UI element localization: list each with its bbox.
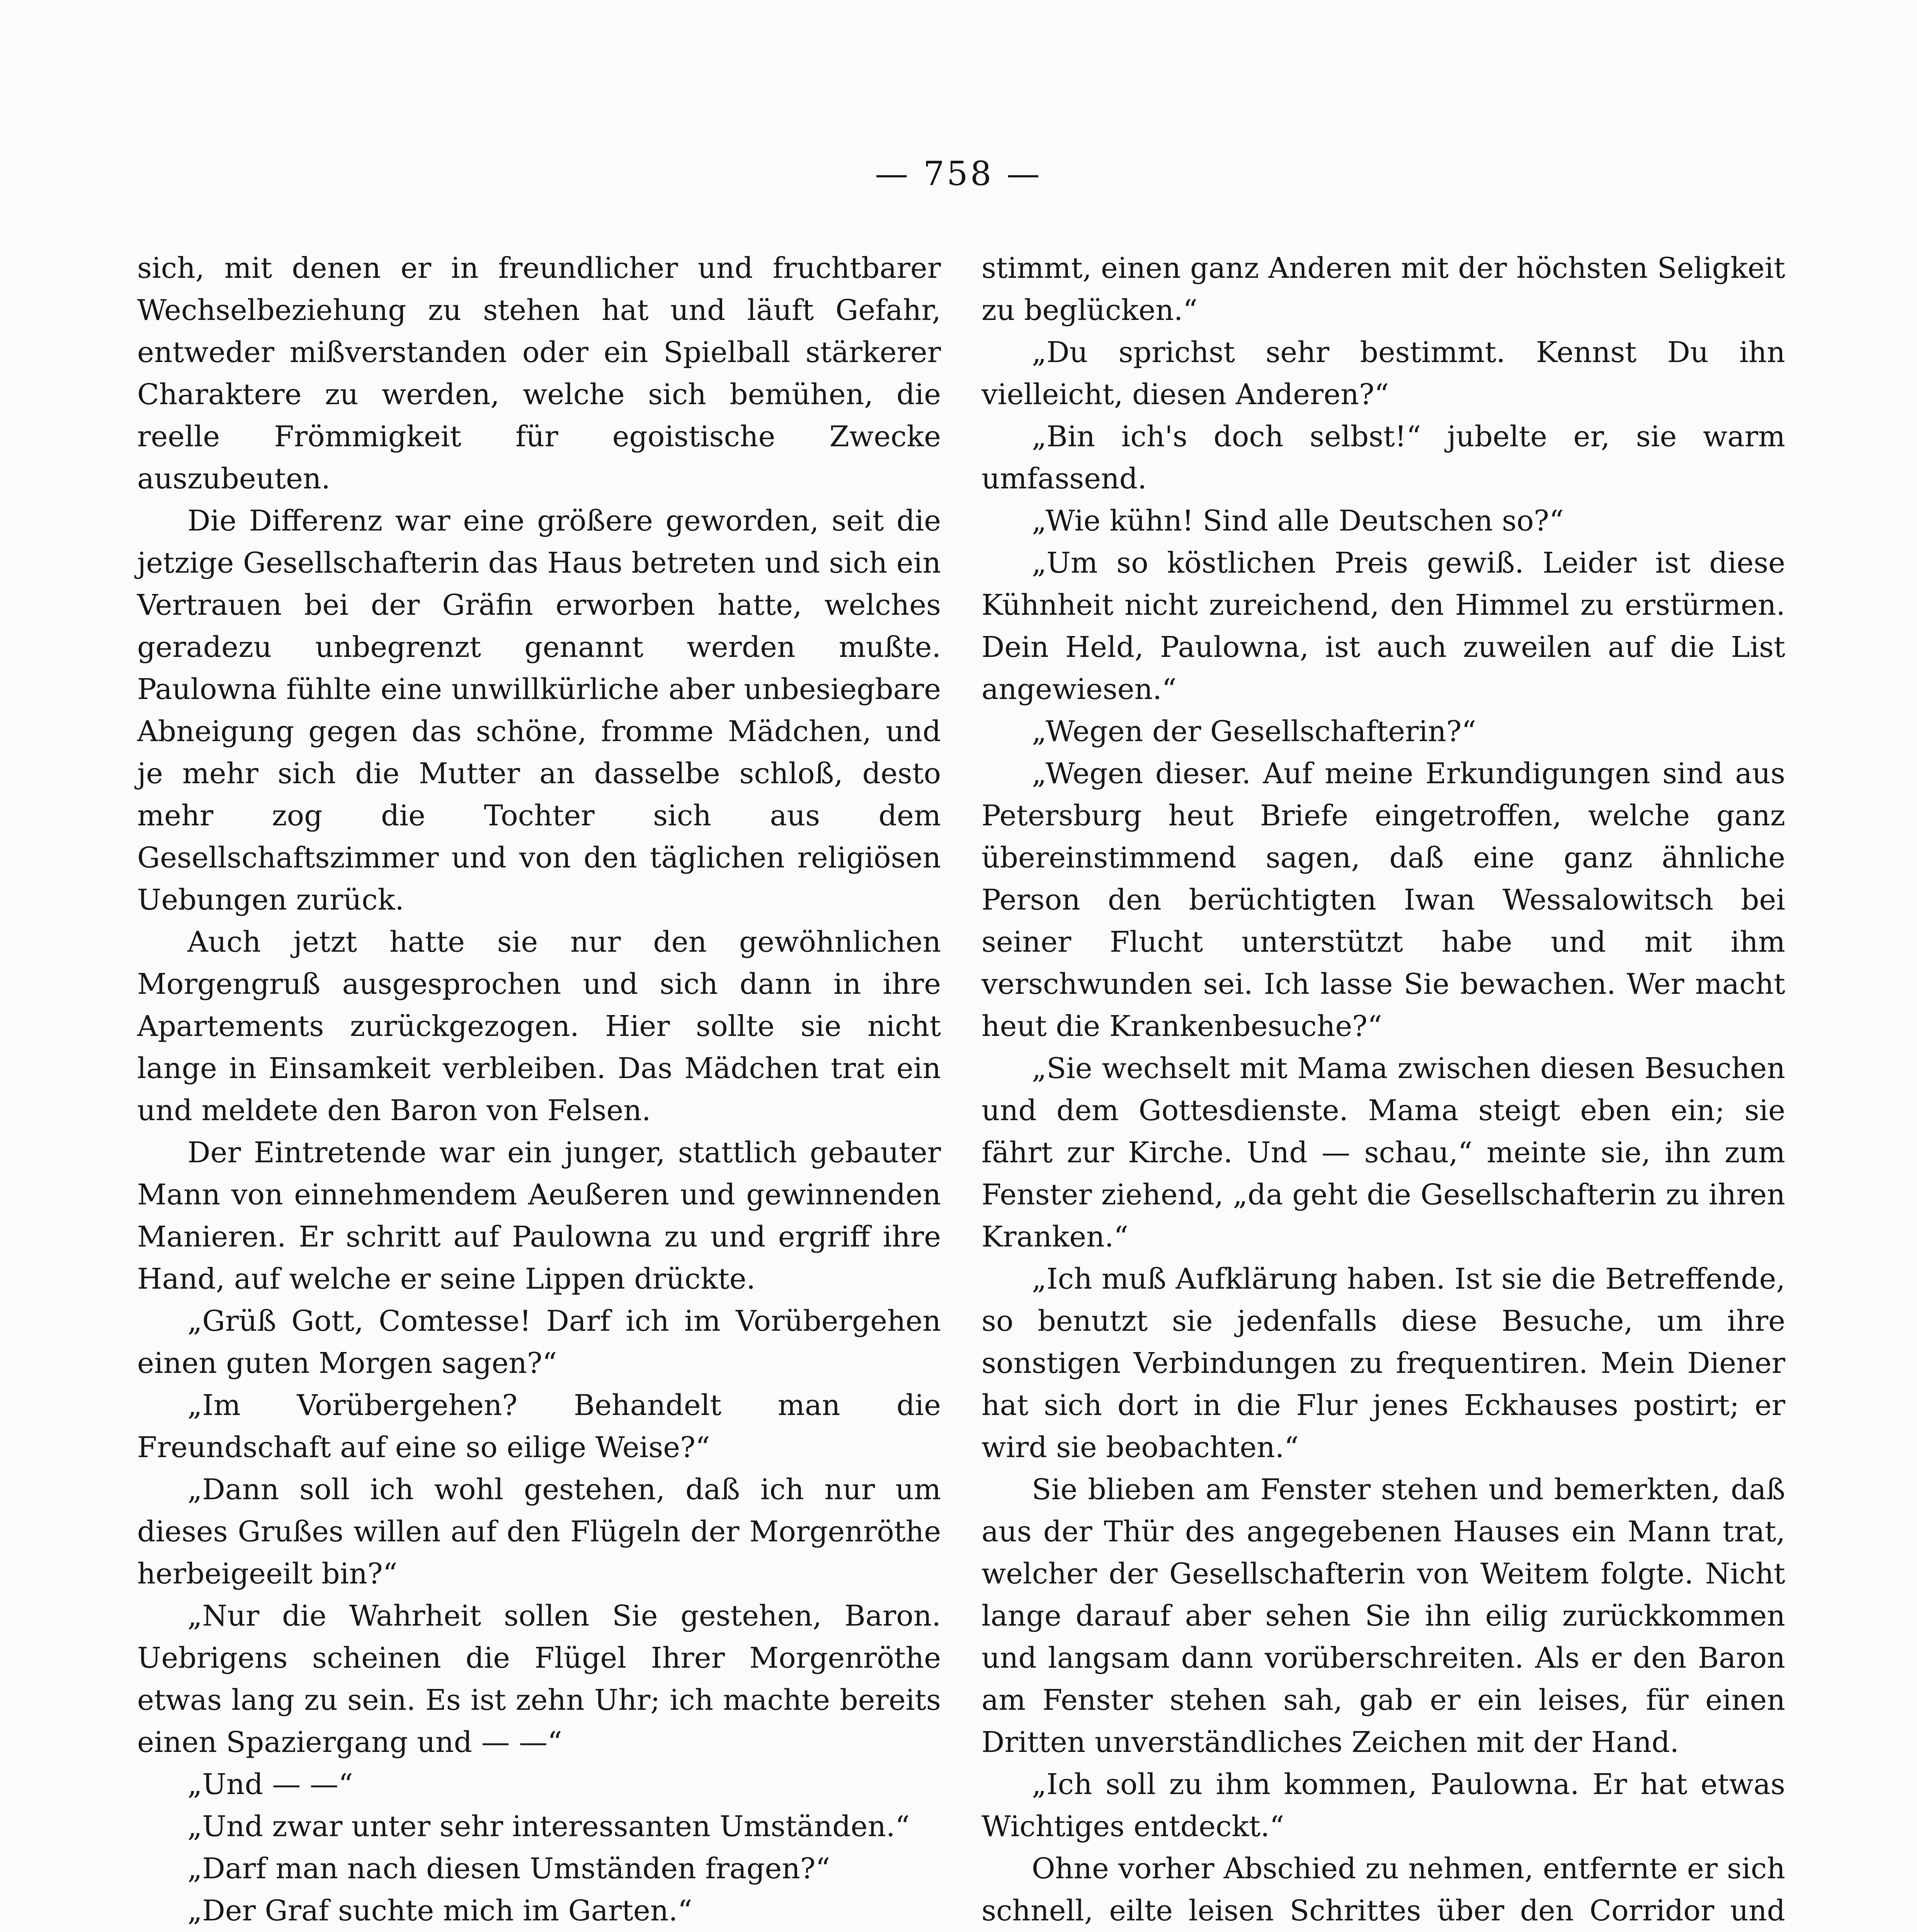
paragraph: „Wegen dieser. Auf meine Erkundigungen sind aus Petersburg heut Briefe eingetroffen, welche ganz übereinstimmend sagen, daß eine ganz ähnliche Person den berüchtigten Iwan Wessalowitsch bei seiner Flucht unterstützt habe und mit ihm verschwunden sei. Ich lasse Sie bewachen. Wer macht heut die Krankenbesuche?“ <box>981 757 1785 1043</box>
right-column <box>981 247 1785 1932</box>
paragraph: sich, mit denen er in freundlicher und fruchtbarer Wechselbeziehung zu stehen hat und läuft Gefahr, entweder mißverstanden oder ein Spielball stärkerer Charaktere zu werden, welche sich bemühen, die reelle Frömmigkeit für egoistische Zwecke auszubeuten. <box>137 252 941 495</box>
paragraph: „Darf man nach diesen Umständen fragen?“ <box>187 1852 830 1885</box>
paragraph: Sie blieben am Fenster stehen und bemerkten, daß aus der Thür des angegebenen Hauses ein Mann trat, welcher der Gesellschafterin von Weitem folgte. Nicht lange darauf aber sehen Sie ihn eilig zurückkommen und langsam dann vorüberschreiten. Als er den Baron am Fenster stehen sah, gab er ein leises, für einen Dritten unverständliches Zeichen mit der Hand. <box>981 1473 1785 1759</box>
paragraph: „Dann soll ich wohl gestehen, daß ich nur um dieses Grußes willen auf den Flügeln der Morgenröthe herbeigeeilt bin?“ <box>137 1473 941 1590</box>
paragraph: „Wegen der Gesellschafterin?“ <box>1032 715 1476 748</box>
paragraph: „Im Vorübergehen? Behandelt man die Freundschaft auf eine so eilige Weise?“ <box>137 1389 941 1464</box>
paragraph: „Sie wechselt mit Mama zwischen diesen Besuchen und dem Gottesdienste. Mama steigt eben ein; sie fährt zur Kirche. Und — schau,“ meinte sie, ihn zum Fenster ziehend, „da geht die Gesellschafterin zu ihren Kranken.“ <box>981 1052 1785 1253</box>
paragraph: „Du sprichst sehr bestimmt. Kennst Du ihn vielleicht, diesen Anderen?“ <box>981 336 1785 411</box>
paragraph: stimmt, einen ganz Anderen mit der höchsten Seligkeit zu beglücken.“ <box>981 252 1785 327</box>
paragraph: „Und — —“ <box>187 1768 353 1801</box>
paragraph: „Grüß Gott, Comtesse! Darf ich im Vorübergehen einen guten Morgen sagen?“ <box>137 1304 941 1380</box>
paragraph: Ohne vorher Abschied zu nehmen, entfernte er sich schnell, eilte leisen Schrittes über den Corridor und <box>981 1852 1785 1927</box>
paragraph: „Und zwar unter sehr interessanten Umständen.“ <box>187 1810 910 1843</box>
paragraph: „Bin ich's doch selbst!“ jubelte er, sie warm umfassend. <box>981 420 1785 495</box>
paragraph: „Nur die Wahrheit sollen Sie gestehen, Baron. Uebrigens scheinen die Flügel Ihrer Morgenröthe etwas lang zu sein. Es ist zehn Uhr; ich machte bereits einen Spaziergang und — —“ <box>137 1599 941 1759</box>
left-column <box>137 247 941 1932</box>
paragraph: „Ich soll zu ihm kommen, Paulowna. Er hat etwas Wichtiges entdeckt.“ <box>981 1768 1785 1843</box>
paragraph: Auch jetzt hatte sie nur den gewöhnlichen Morgengruß ausgesprochen und sich dann in ihre Apartements zurückgezogen. Hier sollte sie nicht lange in Einsamkeit verbleiben. Das Mädchen trat ein und meldete den Baron von Felsen. <box>137 925 941 1127</box>
paragraph: „Ich muß Aufklärung haben. Ist sie die Betreffende, so benutzt sie jedenfalls diese Besuche, um ihre sonstigen Verbindungen zu frequentiren. Mein Diener hat sich dort in die Flur jenes Eckhauses postirt; er wird sie beobachten.“ <box>981 1262 1785 1464</box>
paragraph: „Um so köstlichen Preis gewiß. Leider ist diese Kühnheit nicht zureichend, den Himmel zu erstürmen. Dein Held, Paulowna, ist auch zuweilen auf die List angewiesen.“ <box>981 546 1785 706</box>
paragraph: Der Eintretende war ein junger, stattlich gebauter Mann von einnehmendem Aeußeren und gewinnenden Manieren. Er schritt auf Paulowna zu und ergriff ihre Hand, auf welche er seine Lippen drückte. <box>137 1136 941 1296</box>
running-page-number: — 758 — <box>875 155 1042 193</box>
paragraph: „Wie kühn! Sind alle Deutschen so?“ <box>1032 504 1564 537</box>
paragraph: Die Differenz war eine größere geworden, seit die jetzige Gesellschafterin das Haus betreten und sich ein Vertrauen bei der Gräfin erworben hatte, welches geradezu unbegrenzt genannt werden mußte. Paulowna fühlte eine unwillkürliche aber unbesiegbare Abneigung gegen das schöne, fromme Mädchen, und je mehr sich die Mutter an dasselbe schloß, desto mehr zog die Tochter sich aus dem Gesellschaftszimmer und von den täglichen religiösen Uebungen zurück. <box>137 504 941 917</box>
paragraph: „Der Graf suchte mich im Garten.“ <box>187 1894 692 1927</box>
